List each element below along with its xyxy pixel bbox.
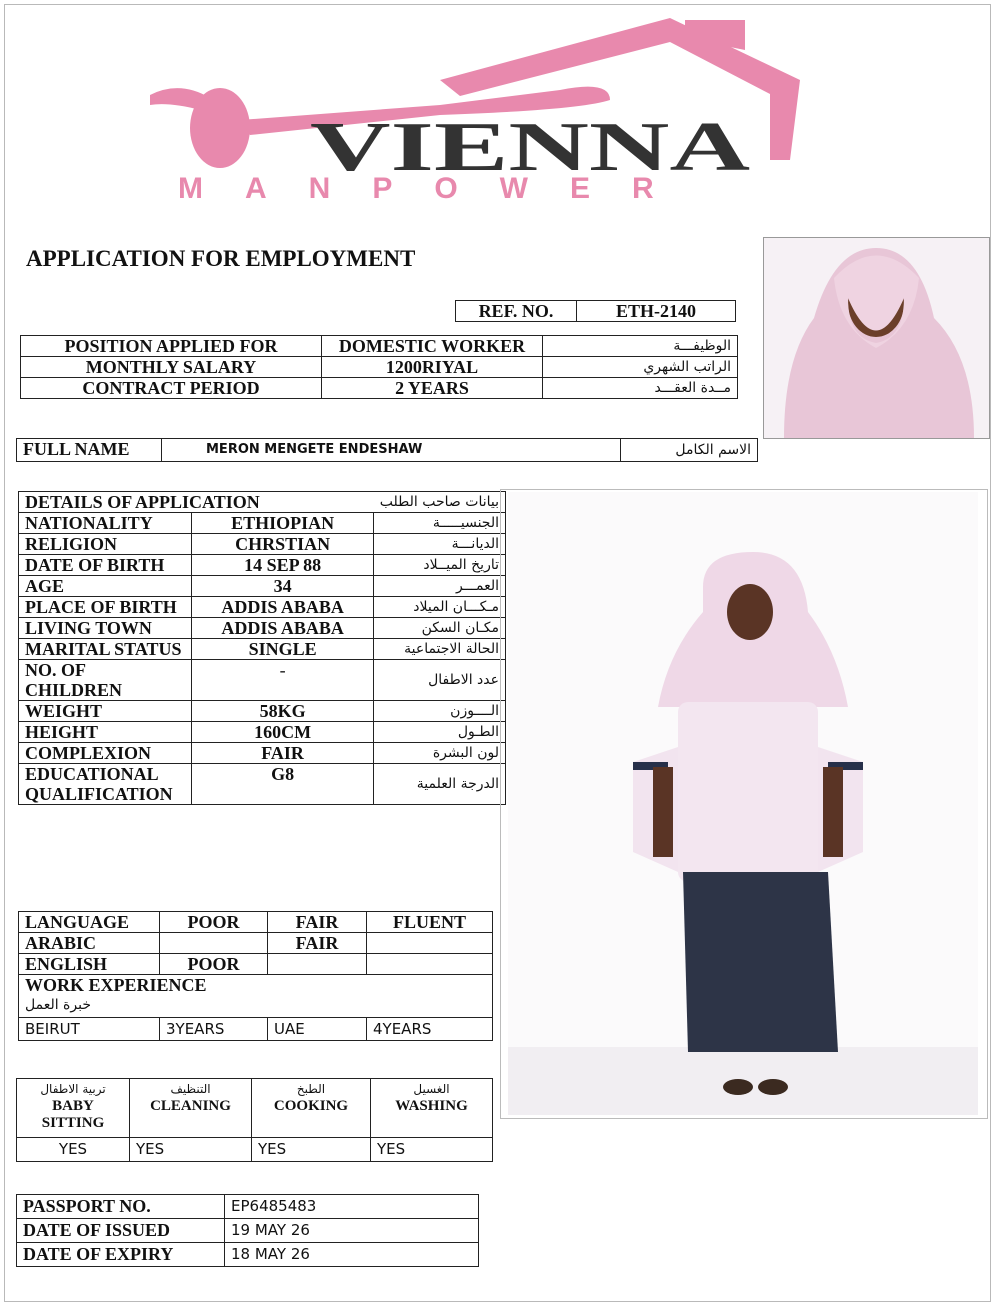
detail-value: SINGLE: [191, 639, 373, 660]
language-cell: ARABIC: [19, 933, 160, 954]
detail-label: DATE OF BIRTH: [19, 555, 192, 576]
detail-ar: الدرجة العلمية: [374, 764, 506, 805]
work-experience-label: WORK EXPERIENCE: [25, 975, 207, 995]
passport-value: EP6485483: [225, 1195, 479, 1219]
passport-row: [17, 1219, 479, 1243]
ref-value: ETH-2140: [577, 301, 736, 322]
details-table: [18, 491, 506, 805]
detail-label: LIVING TOWN: [19, 618, 192, 639]
portrait-photo: [763, 237, 990, 439]
detail-value: FAIR: [191, 743, 373, 764]
detail-row: [19, 701, 506, 722]
position-ar: الوظيفـــة: [543, 336, 738, 357]
detail-ar: الطـول: [374, 722, 506, 743]
skill-ar: الغسيل: [413, 1082, 450, 1096]
skill-value: YES: [17, 1138, 130, 1162]
company-logo: [140, 10, 820, 210]
salary-row: [21, 357, 738, 378]
position-label: POSITION APPLIED FOR: [21, 336, 322, 357]
detail-ar: الحالة الاجتماعية: [374, 639, 506, 660]
skill-ar: تربية الاطفال: [40, 1082, 106, 1096]
passport-row: [17, 1243, 479, 1267]
work-cell: UAE: [268, 1018, 367, 1041]
language-row: [19, 933, 493, 954]
salary-label: MONTHLY SALARY: [21, 357, 322, 378]
language-cell: ENGLISH: [19, 954, 160, 975]
language-cell: [268, 954, 367, 975]
detail-value: 160CM: [191, 722, 373, 743]
language-header: [19, 912, 493, 933]
detail-label: WEIGHT: [19, 701, 192, 722]
detail-value: 34: [191, 576, 373, 597]
skill-label: WASHING: [395, 1098, 468, 1114]
detail-label: NATIONALITY: [19, 513, 192, 534]
passport-table: [16, 1194, 479, 1267]
salary-ar: الراتب الشهري: [543, 357, 738, 378]
detail-row: [19, 764, 506, 805]
detail-value: -: [191, 660, 373, 701]
language-cell: POOR: [160, 954, 268, 975]
work-experience-ar: خبرة العمل: [25, 997, 91, 1013]
skill-label: CLEANING: [150, 1098, 231, 1114]
detail-value: ADDIS ABABA: [191, 618, 373, 639]
skill-ar: الطبخ: [296, 1082, 326, 1096]
position-row: [21, 336, 738, 357]
language-cell: [367, 954, 493, 975]
detail-label: NO. OF CHILDREN: [19, 660, 192, 701]
language-cell: FAIR: [268, 933, 367, 954]
passport-label: DATE OF ISSUED: [17, 1219, 225, 1243]
passport-row: [17, 1195, 479, 1219]
logo-brand-text: VIENNA: [310, 109, 751, 186]
detail-ar: الديانـــة: [374, 534, 506, 555]
detail-row: [19, 618, 506, 639]
detail-ar: مـكـــان الميلاد: [374, 597, 506, 618]
skills-header: [17, 1079, 493, 1138]
detail-value: CHRSTIAN: [191, 534, 373, 555]
detail-ar: لون البشرة: [374, 743, 506, 764]
language-row: [19, 954, 493, 975]
details-header: [19, 492, 506, 513]
fullname-label: FULL NAME: [17, 439, 162, 462]
detail-value: 58KG: [191, 701, 373, 722]
passport-label: PASSPORT NO.: [17, 1195, 225, 1219]
ref-label: REF. NO.: [456, 301, 577, 322]
detail-label: HEIGHT: [19, 722, 192, 743]
language-cell: [367, 933, 493, 954]
fullname-ar: الاسم الكامل: [621, 439, 758, 462]
page-title: APPLICATION FOR EMPLOYMENT: [26, 246, 416, 271]
skill-label: BABY SITTING: [41, 1098, 105, 1131]
detail-ar: تاريخ الميــلاد: [374, 555, 506, 576]
logo-hair: [150, 88, 210, 110]
language-cell: [160, 933, 268, 954]
detail-ar: عدد الاطفال: [374, 660, 506, 701]
contract-ar: مــدة العقـــد: [543, 378, 738, 399]
language-header-cell: POOR: [160, 912, 268, 933]
detail-label: COMPLEXION: [19, 743, 192, 764]
salary-value: 1200RIYAL: [322, 357, 543, 378]
passport-value: 18 MAY 26: [225, 1243, 479, 1267]
detail-value: ADDIS ABABA: [191, 597, 373, 618]
skill-value: YES: [371, 1138, 493, 1162]
detail-label: RELIGION: [19, 534, 192, 555]
logo-sub-text: MANPOWER: [178, 172, 696, 205]
skills-table: [16, 1078, 493, 1162]
detail-ar: مكـان السكن: [374, 618, 506, 639]
detail-label: AGE: [19, 576, 192, 597]
contract-value: 2 YEARS: [322, 378, 543, 399]
detail-row: [19, 743, 506, 764]
contract-label: CONTRACT PERIOD: [21, 378, 322, 399]
detail-label: EDUCATIONAL QUALIFICATION: [19, 764, 192, 805]
detail-row: [19, 639, 506, 660]
skill-value: YES: [252, 1138, 371, 1162]
passport-value: 19 MAY 26: [225, 1219, 479, 1243]
contract-row: [21, 378, 738, 399]
position-value: DOMESTIC WORKER: [322, 336, 543, 357]
detail-ar: العمـــر: [374, 576, 506, 597]
ref-table: [455, 300, 736, 322]
detail-ar: الجنسيـــــة: [374, 513, 506, 534]
detail-row: [19, 576, 506, 597]
language-header-cell: FLUENT: [367, 912, 493, 933]
detail-row: [19, 555, 506, 576]
details-header-label: DETAILS OF APPLICATION: [19, 492, 374, 513]
detail-row: [19, 534, 506, 555]
photo-frame: [500, 489, 988, 1119]
detail-label: MARITAL STATUS: [19, 639, 192, 660]
detail-label: PLACE OF BIRTH: [19, 597, 192, 618]
fullname-table: [16, 438, 758, 462]
detail-row: [19, 660, 506, 701]
skill-label: COOKING: [273, 1098, 349, 1114]
skill-value: YES: [130, 1138, 252, 1162]
detail-value: G8: [191, 764, 373, 805]
detail-row: [19, 597, 506, 618]
detail-row: [19, 513, 506, 534]
detail-row: [19, 722, 506, 743]
language-header-cell: LANGUAGE: [19, 912, 160, 933]
work-cell: BEIRUT: [19, 1018, 160, 1041]
fullname-value: MERON MENGETE ENDESHAW: [162, 439, 621, 462]
skill-ar: التنظيف: [170, 1082, 211, 1096]
language-table: [18, 911, 493, 1041]
work-cell: 4YEARS: [367, 1018, 493, 1041]
work-experience-header: [19, 975, 493, 1018]
skills-values: [17, 1138, 493, 1162]
work-experience-row: [19, 1018, 493, 1041]
detail-ar: الــــوزن: [374, 701, 506, 722]
detail-value: ETHIOPIAN: [191, 513, 373, 534]
detail-value: 14 SEP 88: [191, 555, 373, 576]
language-header-cell: FAIR: [268, 912, 367, 933]
details-header-ar: بيانات صاحب الطلب: [374, 492, 506, 513]
work-cell: 3YEARS: [160, 1018, 268, 1041]
position-table: [20, 335, 738, 399]
passport-label: DATE OF EXPIRY: [17, 1243, 225, 1267]
